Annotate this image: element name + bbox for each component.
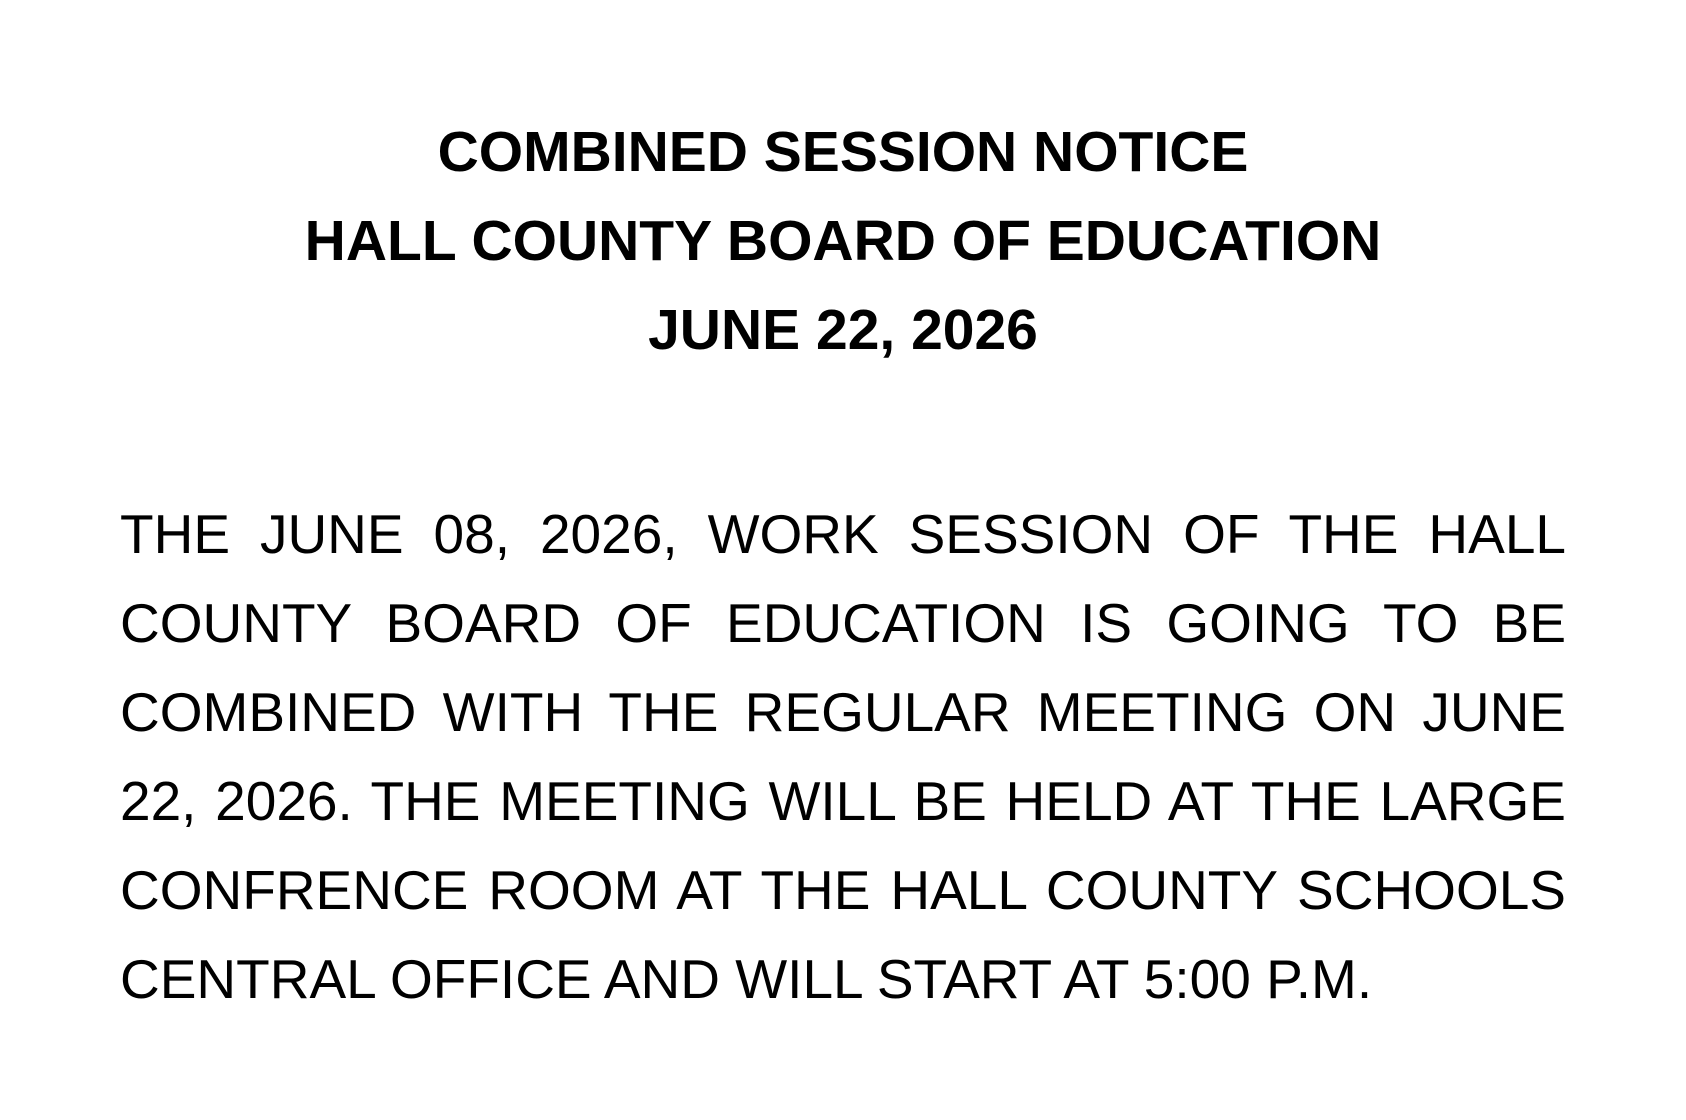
notice-heading [0, 108, 1686, 375]
board-name: HALL COUNTY BOARD OF EDUCATION [304, 209, 1382, 273]
notice-title: COMBINED SESSION NOTICE [437, 120, 1249, 184]
meeting-date: JUNE 22, 2026 [648, 298, 1038, 362]
notice-body [120, 490, 1566, 1024]
body-line: CONFRENCE ROOM AT THE HALL COUNTY SCHOOLS [120, 859, 1566, 921]
body-line: COUNTY BOARD OF EDUCATION IS GOING TO BE [120, 592, 1566, 654]
body-line: COMBINED WITH THE REGULAR MEETING ON JUNE [120, 681, 1566, 743]
body-line: THE JUNE 08, 2026, WORK SESSION OF THE HALL [120, 503, 1566, 565]
body-line: 22, 2026. THE MEETING WILL BE HELD AT THE LARGE [120, 770, 1566, 832]
body-line: CENTRAL OFFICE AND WILL START AT 5:00 P.M. [120, 948, 1373, 1010]
